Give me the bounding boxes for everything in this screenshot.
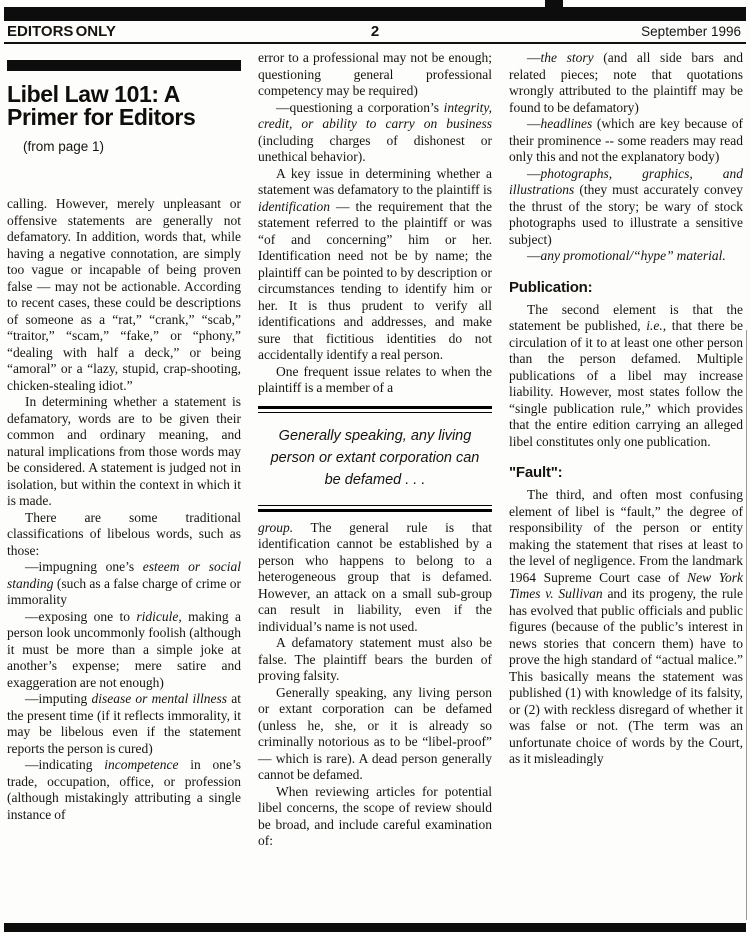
section-heading: "Fault": [509,464,563,481]
pull-quote-rule-bottom [258,505,492,512]
paragraph: In determining whether a statement is defamatory, words are to be given their common and ordinary meaning, and natural implications from those words may be considered. A statement is judged not in isolation, but within the context in which it is made. [7,394,241,508]
top-rule-bar [4,7,746,21]
paragraph: There are some traditional classifications of libelous words, such as those: [7,509,241,558]
page-number: 2 [370,23,380,40]
article-columns [7,50,743,850]
header-rule [4,42,746,44]
section-heading: Publication: [509,278,593,296]
pull-quote-text: Generally speaking, any living person or extant corporation can be defamed . . . [270,427,480,488]
bottom-rule-bar [4,923,746,932]
paragraph: One frequent issue relates to when the plaintiff is a member of a [258,363,492,395]
column-left [7,50,241,850]
column-middle-text [258,50,492,850]
scan-artifact-edge-line [746,330,747,920]
paragraph: The third, and often most confusing element of libel is “fault,” the degree of responsibility of the person or entity making the statement that rises at least to the level of negligence. From the landmark 1964 Supreme Court case of New York Times v. Sullivan and its progeny, the rule has evolved that public officials and public figures (because of the public’s interest in news stories that concern them) have to prove the high standard of “actual malice.” This basically means the statement was published (1) with knowledge of its falsity, or (2) with reckless disregard of whether it was false or not. (The term was an unfortunate choice of words by the Court, as it misleadingly [509,487,744,766]
paragraph: —the story (and all side bars and related pieces; note that quotations wrongly attributed to the plaintiff may be found to be defamatory) [509,50,743,115]
masthead-title: EDITORS ONLY [7,23,116,40]
article-header [7,60,241,154]
paragraph: —indicating incompetence in one’s trade, occupation, office, or profession (although mistakingly attributing a single instance of [7,757,241,822]
paragraph: A key issue in determining whether a statement was defamatory to the plaintiff is identification — the requirement that the statement referred to the plaintiff or was “of and concerning” him or her. Identification need not be by name; the plaintiff can be pointed to by description or circumstances tending to identify him or her. It is thus prudent to verify all identifications and addresses, and make sure that fictitious identities do not accidentally identify a real person. [258,165,492,362]
article-title: Libel Law 101: A Primer for Editors [7,81,196,130]
pull-quote-rule-top [258,406,492,413]
paragraph: Generally speaking, any living person or extant corporation can be defamed (unless he, she, or it is already so criminally notorious as to be “libel-proof” — which is rare). A dead person generally cannot be defamed. [258,684,492,782]
paragraph: error to a professional may not be enough; questioning general professional competency may be required) [258,50,492,98]
continuation-note: (from page 1) [23,139,105,154]
paragraph: —questioning a corporation’s integrity, credit, or ability to carry on business (including charges of dishonest or unethical behavior). [258,99,492,164]
paragraph: —imputing disease or mental illness at the present time (if it reflects immorality, it may be libelous even if the statement reports the person is cured) [7,691,241,756]
paragraph: calling. However, merely unpleasant or offensive statements are generally not defamatory. In addition, words that, while having a negative connotation, are simply too vague or incapable of being proven false — may not be actionable. According to recent cases, these could be descriptions of someone as a “rat,” “crank,” “scab,” “traitor,” “scam,” “fake,” or “phony,” “dealing with half a deck,” or being “amoral” or a “lazy, stupid, crap-shooting, chicken-stealing idiot.” [7,196,241,393]
paragraph: group. The general rule is that identification cannot be established by a person who happens to belong to a heterogeneous group that is defamed. However, an attack on a small sub-group can result in liability, even if the individual’s name is not used. [258,519,492,634]
column-right-text [509,50,743,850]
paragraph: —impugning one’s esteem or social standing (such as a false charge of crime or immorality [7,559,241,607]
issue-date: September 1996 [641,24,741,39]
paragraph: —photographs, graphics, and illustrations (they must accurately convey the thrust of the story; be wary of stock photographs used to illustrate a sensitive subject) [509,165,743,247]
paragraph: The second element is that the statement be published, i.e., that there be circulation of it to at least one other person than the person defamed. Multiple publications of a libel may increase liability. However, most states follow the “single publication rule,” which provides that the entire edition carrying an alleged libel constitutes only one publication. [509,301,743,449]
title-rule-bar [7,60,241,71]
pull-quote [258,406,492,512]
running-header [7,23,743,39]
paragraph: —headlines (which are key because of their prominence -- some readers may read only this and not the explanatory body) [509,116,743,164]
paragraph: —exposing one to ridicule, making a person look uncommonly foolish (although it must be more than a simple joke at another’s expense; mere satire and exaggeration are not enough) [7,608,241,690]
paragraph: When reviewing articles for potential libel concerns, the scope of review should be broad, and include careful examination of: [258,783,492,848]
paragraph: A defamatory statement must also be false. The plaintiff bears the burden of proving falsity. [258,635,492,683]
paragraph: —any promotional/“hype” material. [527,248,726,263]
column-left-text [7,196,241,823]
